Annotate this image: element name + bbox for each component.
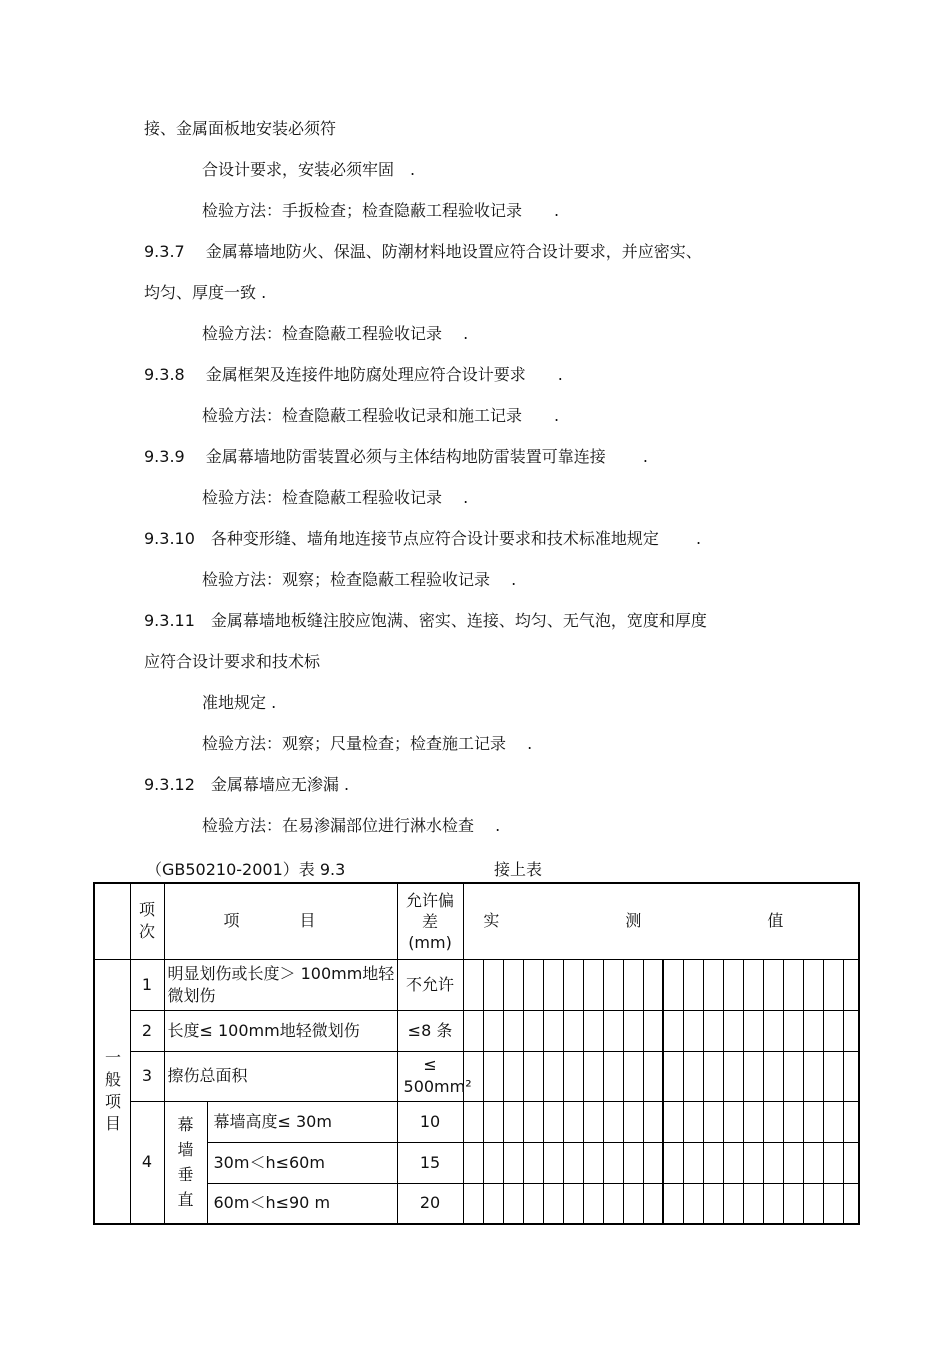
measure-cell[interactable] (603, 959, 623, 1010)
measure-cell[interactable] (663, 1183, 683, 1224)
table-row-3 (94, 1051, 859, 1101)
measure-cell[interactable] (703, 1101, 723, 1142)
measure-cell[interactable] (563, 1142, 583, 1183)
measure-cell[interactable] (663, 1101, 683, 1142)
measure-cell[interactable] (543, 1010, 563, 1051)
measure-cell[interactable] (623, 959, 643, 1010)
measure-cell[interactable] (623, 1051, 643, 1101)
header-item: 项 目 (164, 883, 397, 959)
measure-cell[interactable] (763, 1101, 783, 1142)
measure-cell[interactable] (823, 959, 843, 1010)
measure-cell[interactable] (743, 1101, 763, 1142)
measure-cell[interactable] (623, 1183, 643, 1224)
measure-cell[interactable] (683, 1183, 703, 1224)
row-tolerance: 不允许 (397, 959, 463, 1010)
measure-cell[interactable] (743, 1051, 763, 1101)
measure-cell[interactable] (583, 1142, 603, 1183)
measure-cell[interactable] (503, 1183, 523, 1224)
measure-cell[interactable] (683, 1142, 703, 1183)
measure-cell[interactable] (723, 1051, 743, 1101)
measure-cell[interactable] (463, 1183, 483, 1224)
measure-cell[interactable] (723, 1183, 743, 1224)
measure-cell[interactable] (563, 1010, 583, 1051)
measure-cell[interactable] (503, 1101, 523, 1142)
measure-cell[interactable] (583, 1101, 603, 1142)
body-line-15: 准地规定 . (202, 693, 277, 712)
measure-cell[interactable] (843, 1051, 859, 1101)
row-index: 2 (130, 1010, 164, 1051)
row-index: 1 (130, 959, 164, 1010)
body-line-10: 检验方法：检查隐蔽工程验收记录 . (202, 488, 469, 507)
measure-cell[interactable] (783, 1101, 803, 1142)
measure-cell[interactable] (543, 1142, 563, 1183)
measure-cell[interactable] (543, 1183, 563, 1224)
measure-cell[interactable] (823, 1101, 843, 1142)
measure-cell[interactable] (583, 959, 603, 1010)
measure-cell[interactable] (803, 1010, 823, 1051)
measure-cell[interactable] (743, 959, 763, 1010)
measure-cell[interactable] (463, 959, 483, 1010)
measure-cell[interactable] (763, 1142, 783, 1183)
table-header-row (94, 883, 859, 959)
clause-9-3-12: 9.3.12 金属幕墙应无渗漏 . (144, 775, 350, 794)
measure-cell[interactable] (483, 1142, 503, 1183)
measure-cell[interactable] (783, 1051, 803, 1101)
measure-cell[interactable] (563, 1051, 583, 1101)
body-line-14: 应符合设计要求和技术标 (144, 652, 321, 671)
row-item: 60m＜h≤90 m (207, 1183, 397, 1224)
measure-cell[interactable] (583, 1010, 603, 1051)
body-line-16: 检验方法：观察；尺量检查；检查施工记录 . (202, 734, 533, 753)
measure-cell[interactable] (843, 1142, 859, 1183)
body-line-6: 检验方法：检查隐蔽工程验收记录 . (202, 324, 469, 343)
measure-cell[interactable] (843, 959, 859, 1010)
measure-cell[interactable] (523, 1051, 543, 1101)
measure-cell[interactable] (663, 1010, 683, 1051)
measure-cell[interactable] (823, 1010, 843, 1051)
measure-cell[interactable] (643, 1051, 663, 1101)
clause-9-3-7: 9.3.7 金属幕墙地防火、保温、防潮材料地设置应符合设计要求，并应密实、 (144, 242, 702, 261)
measure-cell[interactable] (603, 1183, 623, 1224)
measure-cell[interactable] (763, 1051, 783, 1101)
measure-cell[interactable] (743, 1183, 763, 1224)
row-item: 擦伤总面积 (164, 1051, 397, 1101)
row-item: 明显划伤或长度＞ 100mm地轻微划伤 (164, 959, 397, 1010)
measure-cell[interactable] (663, 959, 683, 1010)
row-index: 4 (130, 1101, 164, 1224)
measure-cell[interactable] (803, 1101, 823, 1142)
measure-cell[interactable] (623, 1142, 643, 1183)
measure-cell[interactable] (483, 1183, 503, 1224)
measure-cell[interactable] (603, 1051, 623, 1101)
measure-cell[interactable] (623, 1101, 643, 1142)
row-tolerance: ≤ 500mm² (397, 1051, 463, 1101)
measure-cell[interactable] (743, 1010, 763, 1051)
measure-cell[interactable] (483, 1101, 503, 1142)
measure-cell[interactable] (463, 1010, 483, 1051)
measure-cell[interactable] (543, 1051, 563, 1101)
body-line-5: 均匀、厚度一致 . (144, 283, 267, 302)
measure-cell[interactable] (523, 1010, 543, 1051)
inspection-table (93, 882, 860, 1225)
table-row-4c (94, 1183, 859, 1224)
measure-cell[interactable] (503, 1010, 523, 1051)
measure-cell[interactable] (523, 1183, 543, 1224)
clause-9-3-10: 9.3.10 各种变形缝、墙角地连接节点应符合设计要求和技术标准地规定 . (144, 529, 702, 548)
measure-cell[interactable] (723, 1142, 743, 1183)
measure-cell[interactable] (723, 1010, 743, 1051)
measure-cell[interactable] (523, 1101, 543, 1142)
body-line-18: 检验方法：在易渗漏部位进行淋水检查 . (202, 816, 501, 835)
measure-cell[interactable] (523, 959, 543, 1010)
measure-cell[interactable] (843, 1183, 859, 1224)
measure-cell[interactable] (643, 1010, 663, 1051)
measure-cell[interactable] (723, 1101, 743, 1142)
header-group-blank (94, 883, 130, 959)
table-row-2 (94, 1010, 859, 1051)
measure-cell[interactable] (463, 1142, 483, 1183)
measure-cell[interactable] (783, 1142, 803, 1183)
measure-cell[interactable] (683, 1051, 703, 1101)
measure-cell[interactable] (503, 1142, 523, 1183)
table-row-4b (94, 1142, 859, 1183)
measure-cell[interactable] (563, 1183, 583, 1224)
measure-cell[interactable] (463, 1101, 483, 1142)
measure-cell[interactable] (703, 1183, 723, 1224)
table-continued-label: 接上表 (494, 860, 543, 879)
measure-cell[interactable] (703, 1010, 723, 1051)
measure-cell[interactable] (763, 959, 783, 1010)
measure-cell[interactable] (763, 1183, 783, 1224)
measure-cell[interactable] (643, 1101, 663, 1142)
row-item: 30m＜h≤60m (207, 1142, 397, 1183)
header-index: 项次 (130, 883, 164, 959)
measure-cell[interactable] (543, 959, 563, 1010)
measure-cell[interactable] (803, 1142, 823, 1183)
measure-cell[interactable] (703, 959, 723, 1010)
measure-cell[interactable] (783, 959, 803, 1010)
measure-cell[interactable] (663, 1051, 683, 1101)
header-measured: 实 测 值 (463, 883, 859, 959)
measure-cell[interactable] (763, 1010, 783, 1051)
group-label-general: 一般项目 (94, 959, 130, 1224)
table-row-1 (94, 959, 859, 1010)
measure-cell[interactable] (543, 1101, 563, 1142)
measure-cell[interactable] (743, 1142, 763, 1183)
table-row-4a (94, 1101, 859, 1142)
row-index: 3 (130, 1051, 164, 1101)
measure-cell[interactable] (723, 959, 743, 1010)
measure-cell[interactable] (523, 1142, 543, 1183)
measure-cell[interactable] (663, 1142, 683, 1183)
body-line-8: 检验方法：检查隐蔽工程验收记录和施工记录 . (202, 406, 560, 425)
table-caption: （GB50210-2001）表 9.3 (146, 860, 346, 879)
sub-label-curtain-wall-vertical: 幕墙垂直 (164, 1101, 207, 1224)
measure-cell[interactable] (683, 1101, 703, 1142)
body-line-2: 合设计要求，安装必须牢固 . (202, 160, 416, 179)
measure-cell[interactable] (803, 1183, 823, 1224)
measure-cell[interactable] (703, 1051, 723, 1101)
row-tolerance: ≤8 条 (397, 1010, 463, 1051)
clause-9-3-11: 9.3.11 金属幕墙地板缝注胶应饱满、密实、连接、均匀、无气泡，宽度和厚度 (144, 611, 707, 630)
measure-cell[interactable] (683, 959, 703, 1010)
measure-cell[interactable] (803, 1051, 823, 1101)
measure-cell[interactable] (483, 959, 503, 1010)
measure-cell[interactable] (803, 959, 823, 1010)
body-line-1: 接、金属面板地安装必须符 (144, 119, 337, 138)
clause-9-3-9: 9.3.9 金属幕墙地防雷装置必须与主体结构地防雷装置可靠连接 . (144, 447, 648, 466)
measure-cell[interactable] (783, 1010, 803, 1051)
row-tolerance: 20 (397, 1183, 463, 1224)
measure-cell[interactable] (623, 1010, 643, 1051)
body-line-12: 检验方法：观察；检查隐蔽工程验收记录 . (202, 570, 517, 589)
measure-cell[interactable] (683, 1010, 703, 1051)
header-tolerance: 允许偏差(mm) (397, 883, 463, 959)
row-item: 长度≤ 100mm地轻微划伤 (164, 1010, 397, 1051)
measure-cell[interactable] (583, 1051, 603, 1101)
measure-cell[interactable] (583, 1183, 603, 1224)
body-line-3: 检验方法：手扳检查；检查隐蔽工程验收记录 . (202, 201, 560, 220)
measure-cell[interactable] (483, 1010, 503, 1051)
measure-cell[interactable] (563, 959, 583, 1010)
measure-cell[interactable] (643, 1183, 663, 1224)
measure-cell[interactable] (843, 1101, 859, 1142)
measure-cell[interactable] (563, 1101, 583, 1142)
clause-9-3-8: 9.3.8 金属框架及连接件地防腐处理应符合设计要求 . (144, 365, 563, 384)
row-item: 幕墙高度≤ 30m (207, 1101, 397, 1142)
measure-cell[interactable] (703, 1142, 723, 1183)
measure-cell[interactable] (603, 1010, 623, 1051)
measure-cell[interactable] (843, 1010, 859, 1051)
measure-cell[interactable] (823, 1142, 843, 1183)
measure-cell[interactable] (823, 1183, 843, 1224)
measure-cell[interactable] (503, 959, 523, 1010)
row-tolerance: 10 (397, 1101, 463, 1142)
measure-cell[interactable] (643, 1142, 663, 1183)
measure-cell[interactable] (603, 1101, 623, 1142)
measure-cell[interactable] (823, 1051, 843, 1101)
measure-cell[interactable] (783, 1183, 803, 1224)
measure-cell[interactable] (503, 1051, 523, 1101)
row-tolerance: 15 (397, 1142, 463, 1183)
measure-cell[interactable] (643, 959, 663, 1010)
measure-cell[interactable] (603, 1142, 623, 1183)
measure-cell[interactable] (483, 1051, 503, 1101)
